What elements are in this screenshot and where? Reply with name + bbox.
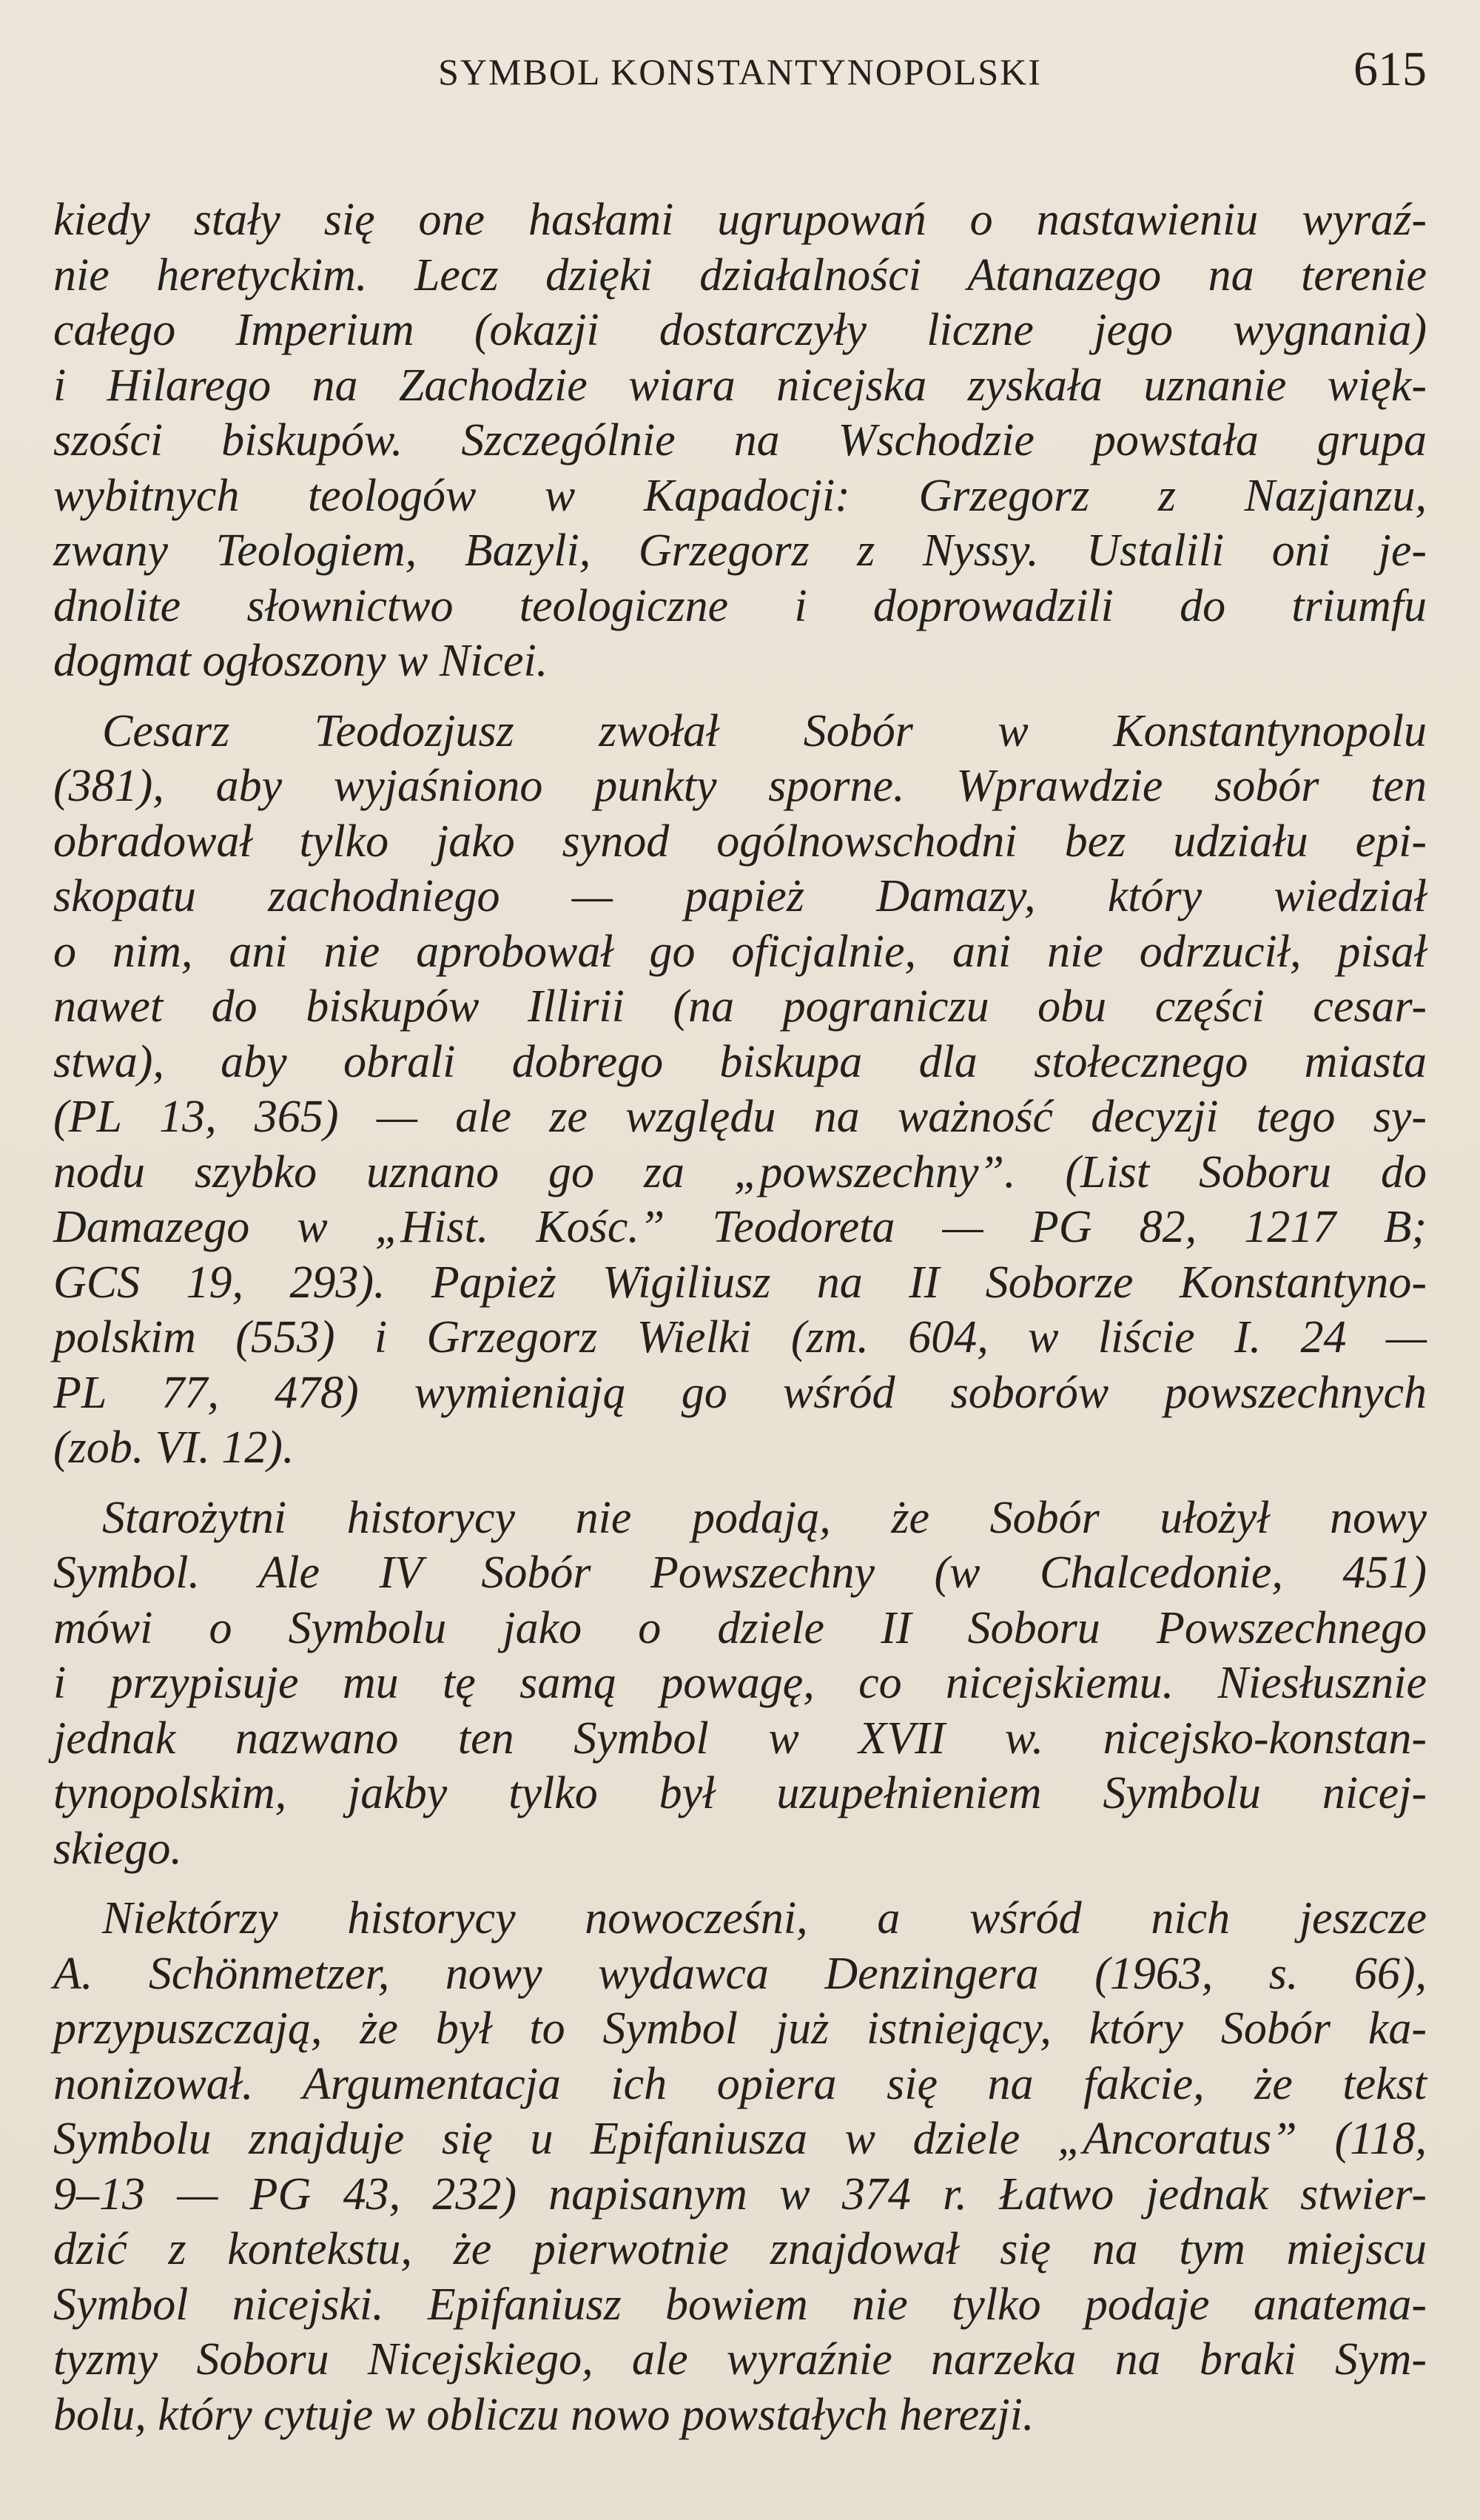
text-line: stwa), aby obrali dobrego biskupa dla stołecznego miasta xyxy=(53,1036,1427,1087)
text-line: nodu szybko uznano go za „powszechny”. (List Soboru do xyxy=(53,1146,1427,1197)
text-line: Symbolu znajduje się u Epifaniusza w dziele „Ancoratus” (118, xyxy=(53,2114,1427,2164)
text-line: nonizował. Argumentacja ich opiera się na fakcie, że tekst xyxy=(53,2058,1427,2109)
paragraph xyxy=(53,1891,1427,2442)
text-line: bolu, który cytuje w obliczu nowo powstałych herezji. xyxy=(53,2389,1035,2440)
text-line: skiego. xyxy=(53,1823,182,1874)
text-line: skopatu zachodniego — papież Damazy, który wiedział xyxy=(53,871,1427,921)
text-line: PL 77, 478) wymieniają go wśród soborów powszechnych xyxy=(53,1367,1427,1418)
text-line: 9–13 — PG 43, 232) napisanym w 374 r. Łatwo jednak stwier- xyxy=(53,2168,1427,2220)
running-head xyxy=(53,44,1427,118)
text-line: Symbol. Ale IV Sobór Powszechny (w Chalcedonie, 451) xyxy=(53,1548,1427,1598)
text-line: jednak nazwano ten Symbol w XVII w. nicejsko-konstan- xyxy=(53,1713,1427,1764)
text-line: (zob. VI. 12). xyxy=(53,1422,295,1473)
text-line: dogmat ogłoszony w Nicei. xyxy=(53,636,548,686)
text-line: nie heretyckim. Lecz dzięki działalności Atanazego na terenie xyxy=(53,249,1427,300)
text-line: tynopolskim, jakby tylko był uzupełnieniem Symbolu nicej- xyxy=(53,1768,1427,1818)
text-line: Niektórzy historycy nowocześni, a wśród nich jeszcze xyxy=(102,1893,1427,1943)
text-line: przypuszczają, że był to Symbol już istniejący, który Sobór ka- xyxy=(53,2003,1427,2054)
text-line: nawet do biskupów Illirii (na pograniczu obu części cesar- xyxy=(53,981,1427,1032)
text-line: Symbol nicejski. Epifaniusz bowiem nie tylko podaje anatema- xyxy=(53,2279,1427,2330)
text-line: polskim (553) i Grzegorz Wielki (zm. 604, w liście I. 24 — xyxy=(53,1312,1427,1363)
text-line: mówi o Symbolu jako o dziele II Soboru Powszechnego xyxy=(53,1602,1427,1653)
text-line: o nim, ani nie aprobował go oficjalnie, ani nie odrzucił, pisał xyxy=(53,926,1427,977)
text-line: Starożytni historycy nie podają, że Sobór ułożył nowy xyxy=(102,1492,1427,1543)
text-line: GCS 19, 293). Papież Wigiliusz na II Soborze Konstantyno- xyxy=(53,1257,1427,1308)
text-line: Damazego w „Hist. Kośc.” Teodoreta — PG 82, 1217 B; xyxy=(53,1202,1427,1252)
text-line: szości biskupów. Szczególnie na Wschodzie powstała grupa xyxy=(53,415,1427,466)
text-line: obradował tylko jako synod ogólnowschodni bez udziału epi- xyxy=(53,816,1427,867)
paragraph xyxy=(53,192,1427,689)
text-line: wybitnych teologów w Kapadocji: Grzegorz z Nazjanzu, xyxy=(53,470,1427,521)
text-line: i Hilarego na Zachodzie wiara nicejska zyskała uznanie więk- xyxy=(53,360,1427,411)
paragraph xyxy=(53,704,1427,1476)
text-line: całego Imperium (okazji dostarczyły liczne jego wygnania) xyxy=(53,305,1427,355)
text-line: dzić z kontekstu, że pierwotnie znajdował się na tym miejscu xyxy=(53,2224,1427,2274)
text-line: zwany Teologiem, Bazyli, Grzegorz z Nyssy. Ustalili oni je- xyxy=(53,525,1427,576)
running-title: SYMBOL KONSTANTYNOPOLSKI xyxy=(438,51,1042,93)
text-line: i przypisuje mu tę samą powagę, co nicejskiemu. Niesłusznie xyxy=(53,1658,1427,1708)
text-line: dnolite słownictwo teologiczne i doprowadzili do triumfu xyxy=(53,580,1427,631)
text-line: (PL 13, 365) — ale ze względu na ważność decyzji tego sy- xyxy=(53,1092,1427,1142)
text-line: (381), aby wyjaśniono punkty sporne. Wprawdzie sobór ten xyxy=(53,761,1427,811)
text-line: A. Schönmetzer, nowy wydawca Denzingera (1963, s. 66), xyxy=(53,1948,1427,1999)
text-line: Cesarz Teodozjusz zwołał Sobór w Konstantynopolu xyxy=(102,705,1427,756)
paragraph xyxy=(53,1491,1427,1877)
body-text xyxy=(53,192,1427,2442)
page-number: 615 xyxy=(1353,42,1427,96)
text-line: kiedy stały się one hasłami ugrupowań o nastawieniu wyraź- xyxy=(53,195,1427,245)
text-line: tyzmy Soboru Nicejskiego, ale wyraźnie narzeka na braki Sym- xyxy=(53,2334,1427,2385)
